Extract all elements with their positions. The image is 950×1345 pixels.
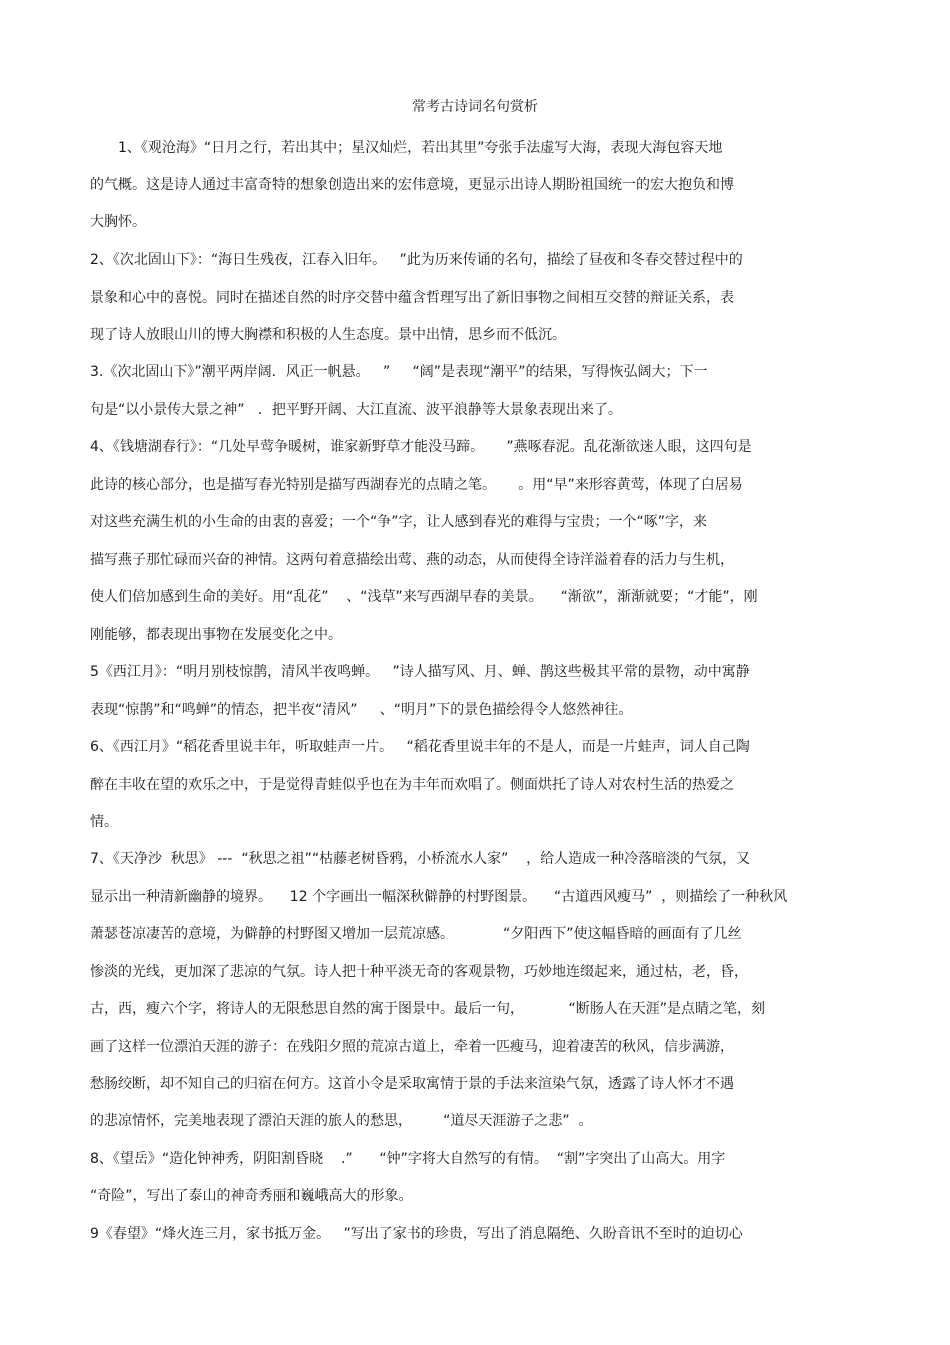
text-line: 景象和心中的喜悦。同时在描述自然的时序交替中蕴含哲理写出了新旧事物之间相互交替的辩证关系，表 (90, 290, 734, 306)
text-line: 描写燕子那忙碌而兴奋的神情。这两句着意描绘出莺、燕的动态，从而使得全诗洋溢着春的活力与生机， (90, 552, 734, 568)
text-line: 1、《观沧海》“日月之行，若出其中；星汉灿烂，若出其里”夸张手法虚写大海，表现大海包容天地 (118, 140, 723, 156)
text-line: 愁肠绞断，却不知自己的归宿在何方。这首小令是采取寓情于景的手法来渲染气氛，透露了诗人怀才不遇 (90, 1076, 734, 1092)
text-line: 对这些充满生机的小生命的由衷的喜爱；一个“争”字，让人感到春光的难得与宝贵；一个“啄”字，来 (90, 514, 708, 530)
text-line: 8、《望岳》“造化钟神秀，阴阳割昏晓 .” “钟”字将大自然写的有情。 “割”字突出了山高大。用字 (90, 1151, 726, 1167)
text-line: 情。 (90, 814, 118, 830)
text-line: “奇险”，写出了泰山的神奇秀丽和巍峨高大的形象。 (90, 1188, 413, 1204)
page-title: 常考古诗词名句赏析 (412, 99, 538, 115)
text-line: 9《春望》“烽火连三月，家书抵万金。 ”写出了家书的珍贵，写出了消息隔绝、久盼音讯不至时的迫切心 (90, 1226, 743, 1242)
text-line: 表现“惊鹊”和“鸣蝉”的情态，把半夜“清风” 、“明月”下的景色描绘得令人悠然神往。 (90, 702, 633, 718)
text-line: 的气概。这是诗人通过丰富奇特的想象创造出来的宏伟意境，更显示出诗人期盼祖国统一的宏大抱负和博 (90, 177, 734, 193)
text-line: 显示出一种清新幽静的境界。 12 个字画出一幅深秋僻静的村野图景。 “古道西风瘦马” ，则描绘了一种秋风 (90, 889, 788, 905)
text-line: 3.《次北固山下》”潮平两岸阔．风正一帆悬。 ” “阔”是表现“潮平”的结果，写得恢弘阔大；下一 (90, 364, 708, 380)
text-line: 萧瑟苍凉凄苦的意境，为僻静的村野图又增加一层荒凉感。 “夕阳西下”使这幅昏暗的画面有了几丝 (90, 926, 742, 942)
text-line: 的悲凉情怀，完美地表现了漂泊天涯的旅人的愁思， “道尽天涯游子之悲” 。 (90, 1113, 593, 1129)
text-line: 大胸怀。 (90, 214, 146, 230)
text-line: 醉在丰收在望的欢乐之中，于是觉得青蛙似乎也在为丰年而欢唱了。侧面烘托了诗人对农村生活的热爱之 (90, 777, 734, 793)
text-line: 使人们倍加感到生命的美好。用“乱花” 、“浅草”来写西湖早春的美景。 “渐欲”，渐渐就要；“才能”，刚 (90, 589, 758, 605)
text-line: 古，西，瘦六个字，将诗人的无限愁思自然的寓于图景中。最后一句， “断肠人在天涯”是点睛之笔，刻 (90, 1001, 766, 1017)
text-line: 句是“以小景传大景之神” ．把平野开阔、大江直流、波平浪静等大景象表现出来了。 (90, 402, 622, 418)
text-line: 5《西江月》：“明月别枝惊鹊，清风半夜鸣蝉。 ”诗人描写风、月、蝉、鹊这些极其平常的景物，动中寓静 (90, 664, 750, 680)
text-line: 4、《钱塘湖春行》：“几处早莺争暖树，谁家新野草才能没马蹄。 ”燕啄春泥。乱花渐欲迷人眼，这四句是 (90, 439, 752, 455)
text-line: 2、《次北固山下》：“海日生残夜，江春入旧年。 ”此为历来传诵的名句，描绘了昼夜和冬春交替过程中的 (90, 252, 743, 268)
text-line: 刚能够，都表现出事物在发展变化之中。 (90, 627, 342, 643)
text-line: 此诗的核心部分，也是描写春光特别是描写西湖春光的点睛之笔。 。用“早”来形容黄莺，体现了白居易 (90, 477, 743, 493)
text-line: 现了诗人放眼山川的博大胸襟和积极的人生态度。景中出情，思乡而不低沉。 (90, 327, 566, 343)
text-line: 画了这样一位漂泊天涯的游子：在残阳夕照的荒凉古道上，牵着一匹瘦马，迎着凄苦的秋风，信步满游， (90, 1039, 734, 1055)
text-line: 惨淡的光线，更加深了悲凉的气氛。诗人把十种平淡无奇的客观景物，巧妙地连缀起来，通过枯，老，昏， (90, 964, 748, 980)
text-line: 6、《西江月》“稻花香里说丰年，听取蛙声一片。 “稻花香里说丰年的不是人，而是一片蛙声，词人自己陶 (90, 739, 750, 755)
text-line: 7、《天净沙 秋思》 --- “秋思之祖”“枯藤老树昏鸦，小桥流水人家” ，给人造成一种冷落暗淡的气氛，又 (90, 851, 751, 867)
